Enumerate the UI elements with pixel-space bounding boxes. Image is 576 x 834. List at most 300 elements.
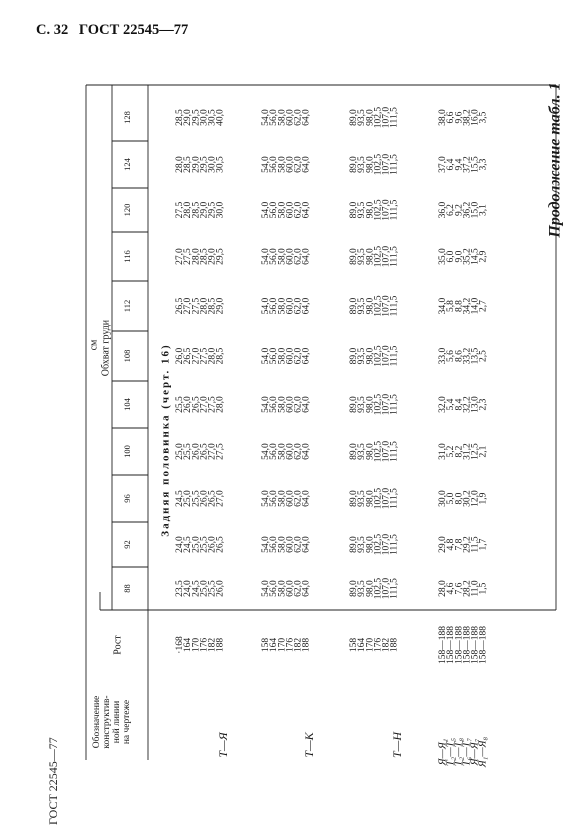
height-value: 158—188 bbox=[470, 626, 481, 664]
measurement-value: 56,0 bbox=[269, 248, 280, 265]
designation-header-line: на чертеже bbox=[122, 699, 133, 745]
measurement-value: 64,0 bbox=[301, 443, 312, 460]
measurement-value: 64,0 bbox=[301, 109, 312, 126]
measurement-value: 24,0 bbox=[175, 536, 186, 553]
measurement-value: 58,0 bbox=[277, 536, 288, 553]
measurement-value: 23,5 bbox=[175, 580, 186, 597]
measurement-value: 56,0 bbox=[269, 443, 280, 460]
measurement-value: 13,5 bbox=[470, 347, 481, 365]
measurement-value: 25,5 bbox=[207, 580, 218, 597]
measurement-value: 7,8 bbox=[454, 538, 465, 551]
measurement-value: 26,5 bbox=[175, 297, 186, 315]
measurement-value: 27,5 bbox=[183, 248, 194, 265]
group-label-line: Я₁—Я₈ bbox=[477, 736, 489, 768]
measurement-value: 102,5 bbox=[373, 393, 384, 416]
height-value: 158—188 bbox=[478, 626, 489, 664]
measurement-value: 32,2 bbox=[462, 396, 473, 413]
measurement-value: 13,0 bbox=[470, 396, 481, 413]
measurement-value: 3,3 bbox=[478, 158, 489, 171]
measurement-value: 24,0 bbox=[183, 580, 194, 597]
measurement-value: 7,6 bbox=[454, 582, 465, 595]
measurement-value: 60,0 bbox=[285, 347, 296, 365]
measurement-value: 11,5 bbox=[470, 536, 481, 553]
measurement-value: 27,0 bbox=[183, 297, 194, 315]
measurement-value: 25,0 bbox=[191, 536, 202, 553]
measurement-value: 54,0 bbox=[261, 580, 272, 597]
measurement-value: 29,0 bbox=[199, 201, 210, 219]
measurement-value: 89,0 bbox=[349, 580, 360, 597]
measurement-value: 33,0 bbox=[438, 347, 449, 365]
measurement-value: 107,0 bbox=[381, 106, 392, 129]
measurement-value: 111,5 bbox=[389, 488, 400, 509]
measurement-value: 60,0 bbox=[285, 201, 296, 219]
measurement-value: 15,5 bbox=[470, 156, 481, 173]
measurement-value: 28,5 bbox=[199, 248, 210, 265]
measurement-value: 60,0 bbox=[285, 248, 296, 265]
measurement-value: 64,0 bbox=[301, 156, 312, 173]
measurement-value: 58,0 bbox=[277, 201, 288, 219]
measurement-value: 30,0 bbox=[199, 109, 210, 126]
measurement-value: 29,0 bbox=[215, 297, 226, 315]
measurement-value: 28,5 bbox=[175, 109, 186, 126]
measurement-value: 31,2 bbox=[462, 443, 473, 460]
measurement-value: 26,5 bbox=[207, 490, 218, 507]
height-header: Рост bbox=[112, 635, 124, 655]
measurement-value: 2,9 bbox=[478, 250, 489, 263]
measurement-value: 54,0 bbox=[261, 443, 272, 460]
measurement-value: 98,0 bbox=[365, 156, 376, 173]
chest-size-header: 88 bbox=[121, 584, 132, 593]
measurement-value: 5,0 bbox=[446, 492, 457, 505]
measurement-value: 30,0 bbox=[438, 490, 449, 507]
measurement-value: 58,0 bbox=[277, 156, 288, 173]
measurement-value: 64,0 bbox=[301, 396, 312, 413]
measurement-value: 26,5 bbox=[215, 536, 226, 553]
measurement-value: 60,0 bbox=[285, 536, 296, 553]
height-value: 170 bbox=[191, 637, 202, 653]
measurement-value: 64,0 bbox=[301, 297, 312, 315]
chest-size-header: 128 bbox=[121, 111, 132, 124]
measurement-value: 25,0 bbox=[183, 490, 194, 507]
measurement-value: 27,5 bbox=[215, 443, 226, 460]
measurement-value: 58,0 bbox=[277, 580, 288, 597]
measurement-value: 35,2 bbox=[462, 248, 473, 265]
measurement-value: 27,5 bbox=[191, 297, 202, 315]
measurement-value: 24,5 bbox=[175, 490, 186, 507]
measurement-value: 16,0 bbox=[470, 109, 481, 126]
measurement-value: 26,5 bbox=[199, 443, 210, 460]
measurement-value: 107,0 bbox=[381, 295, 392, 317]
measurement-value: 27,5 bbox=[199, 347, 210, 365]
measurement-value: 89,0 bbox=[349, 297, 360, 315]
chest-size-header: 124 bbox=[121, 158, 132, 171]
measurement-value: 8,8 bbox=[454, 300, 465, 312]
measurement-value: 15,0 bbox=[470, 201, 481, 219]
measurement-value: 107,0 bbox=[381, 345, 392, 367]
measurement-value: 93,5 bbox=[357, 443, 368, 460]
measurement-value: 6,6 bbox=[446, 111, 457, 124]
measurement-value: 62,0 bbox=[293, 248, 304, 265]
height-value: 158—188 bbox=[462, 626, 473, 664]
measurement-value: 12,0 bbox=[470, 490, 481, 507]
measurement-value: 3,5 bbox=[478, 111, 489, 124]
measurement-value: 93,5 bbox=[357, 109, 368, 126]
measurement-value: 8,6 bbox=[454, 350, 465, 362]
measurement-value: 29,0 bbox=[438, 536, 449, 553]
measurement-value: 93,5 bbox=[357, 201, 368, 219]
designation-header-line: Обозначение bbox=[92, 695, 103, 749]
measurement-value: 58,0 bbox=[277, 443, 288, 460]
measurement-value: 98,0 bbox=[365, 536, 376, 553]
measurement-value: 28,5 bbox=[183, 156, 194, 173]
measurement-value: 102,5 bbox=[373, 153, 384, 176]
measurement-value: 28,0 bbox=[183, 201, 194, 219]
measurement-value: 111,5 bbox=[389, 295, 400, 317]
measurement-value: 9,0 bbox=[454, 250, 465, 263]
measurement-value: 36,2 bbox=[462, 201, 473, 219]
measurement-value: 5,4 bbox=[446, 398, 457, 411]
group-label-line: Т₆—Т₇ bbox=[461, 737, 473, 767]
measurement-value: 111,5 bbox=[389, 154, 400, 175]
height-value: 170 bbox=[277, 637, 288, 653]
measurement-value: 93,5 bbox=[357, 297, 368, 315]
measurement-value: 62,0 bbox=[293, 443, 304, 460]
measurement-value: 28,0 bbox=[199, 297, 210, 315]
measurement-value: 25,0 bbox=[199, 580, 210, 597]
measurement-value: 62,0 bbox=[293, 490, 304, 507]
measurement-value: 107,0 bbox=[381, 199, 392, 221]
measurement-value: 40,0 bbox=[215, 109, 226, 126]
measurement-value: 25,5 bbox=[183, 443, 194, 460]
measurement-value: 29,5 bbox=[199, 156, 210, 173]
measurement-value: 102,5 bbox=[373, 345, 384, 367]
measurement-value: 107,0 bbox=[381, 393, 392, 416]
measurement-value: 30,0 bbox=[207, 156, 218, 173]
measurement-value: 107,0 bbox=[381, 245, 392, 268]
measurement-value: 98,0 bbox=[365, 396, 376, 413]
height-value: ·168 bbox=[175, 636, 186, 654]
measurement-value: 2,5 bbox=[478, 350, 489, 362]
measurement-value: 25,0 bbox=[175, 443, 186, 460]
measurement-value: 31,0 bbox=[438, 443, 449, 460]
measurement-value: 102,5 bbox=[373, 440, 384, 463]
measurement-value: 64,0 bbox=[301, 201, 312, 219]
measurement-value: 56,0 bbox=[269, 536, 280, 553]
height-value: 158—188 bbox=[454, 626, 465, 664]
measurement-value: 64,0 bbox=[301, 580, 312, 597]
measurement-value: 62,0 bbox=[293, 297, 304, 315]
measurement-value: 26,0 bbox=[207, 536, 218, 553]
group-label-line: Т₂—Т₅ bbox=[445, 737, 457, 767]
measurement-value: 93,5 bbox=[357, 580, 368, 597]
measurement-value: 64,0 bbox=[301, 347, 312, 365]
measurement-value: 102,5 bbox=[373, 199, 384, 221]
designation-header-line: конструктив- bbox=[102, 695, 113, 749]
measurement-value: 54,0 bbox=[261, 396, 272, 413]
measurement-value: 62,0 bbox=[293, 201, 304, 219]
section-title: Задняя половинка (черт. 16) bbox=[159, 343, 172, 537]
measurement-value: 25,5 bbox=[191, 490, 202, 507]
measurement-value: 26,0 bbox=[199, 490, 210, 507]
measurement-value: 56,0 bbox=[269, 201, 280, 219]
measurement-value: 98,0 bbox=[365, 580, 376, 597]
height-value: 170 bbox=[365, 637, 376, 653]
measurement-value: 56,0 bbox=[269, 580, 280, 597]
measurement-value: 93,5 bbox=[357, 536, 368, 553]
measurement-value: 35,0 bbox=[438, 248, 449, 265]
measurement-value: 27,0 bbox=[207, 443, 218, 460]
group-label-line: Я—Я₁ bbox=[437, 738, 449, 766]
measurement-value: 58,0 bbox=[277, 248, 288, 265]
measurement-value: 102,5 bbox=[373, 245, 384, 268]
measurement-value: 4,8 bbox=[446, 538, 457, 551]
height-value: 182 bbox=[381, 637, 392, 653]
height-value: 158—188 bbox=[438, 626, 449, 664]
measurement-value: 89,0 bbox=[349, 156, 360, 173]
height-value: 158 bbox=[261, 637, 272, 653]
height-value: 176 bbox=[373, 637, 384, 653]
measurement-value: 111,5 bbox=[389, 578, 400, 599]
measurement-value: 36,0 bbox=[438, 201, 449, 219]
measurement-value: 30,5 bbox=[215, 156, 226, 173]
height-value: 182 bbox=[207, 637, 218, 653]
standard-number: ГОСТ 22545—77 bbox=[45, 737, 60, 825]
measurement-value: 58,0 bbox=[277, 347, 288, 365]
measurement-value: 60,0 bbox=[285, 297, 296, 315]
height-value: 158 bbox=[349, 637, 360, 653]
chest-size-header: 116 bbox=[121, 250, 132, 263]
measurement-value: 102,5 bbox=[373, 106, 384, 129]
measurement-value: 89,0 bbox=[349, 347, 360, 365]
page-number: С. 32 bbox=[36, 22, 69, 38]
measurement-value: 28,0 bbox=[207, 347, 218, 365]
measurement-value: 27,5 bbox=[207, 396, 218, 413]
measurement-value: 98,0 bbox=[365, 201, 376, 219]
measurement-value: 102,5 bbox=[373, 487, 384, 510]
measurement-value: 26,0 bbox=[191, 443, 202, 460]
measurement-value: 62,0 bbox=[293, 109, 304, 126]
measurement-value: 5,8 bbox=[446, 300, 457, 312]
measurement-value: 27,0 bbox=[175, 248, 186, 265]
measurement-value: 89,0 bbox=[349, 536, 360, 553]
measurement-value: 56,0 bbox=[269, 297, 280, 315]
measurement-value: 93,5 bbox=[357, 156, 368, 173]
measurement-value: 60,0 bbox=[285, 490, 296, 507]
measurement-value: 111,5 bbox=[389, 441, 400, 462]
measurement-value: 54,0 bbox=[261, 490, 272, 507]
measurement-value: 98,0 bbox=[365, 347, 376, 365]
measurement-value: 38,2 bbox=[462, 109, 473, 126]
measurement-value: 54,0 bbox=[261, 347, 272, 365]
measurement-value: 111,5 bbox=[389, 345, 400, 367]
measurement-value: 56,0 bbox=[269, 109, 280, 126]
measurement-value: 14,0 bbox=[470, 297, 481, 315]
height-value: 182 bbox=[293, 637, 304, 653]
measurement-value: 111,5 bbox=[389, 394, 400, 415]
measurement-value: 37,2 bbox=[462, 156, 473, 173]
measurement-value: 93,5 bbox=[357, 347, 368, 365]
measurement-value: 30,0 bbox=[215, 201, 226, 219]
measurement-value: 38,0 bbox=[438, 109, 449, 126]
measurement-value: 102,5 bbox=[373, 533, 384, 556]
measurement-value: 33,2 bbox=[462, 347, 473, 365]
measurement-value: 54,0 bbox=[261, 156, 272, 173]
measurement-value: 9,4 bbox=[454, 158, 465, 171]
measurement-value: 14,5 bbox=[470, 248, 481, 265]
chest-size-header: 108 bbox=[121, 349, 132, 363]
measurement-value: 62,0 bbox=[293, 536, 304, 553]
measurement-value: 58,0 bbox=[277, 396, 288, 413]
measurement-value: 29,5 bbox=[215, 248, 226, 265]
measurement-value: 2,1 bbox=[478, 445, 489, 458]
height-value: 188 bbox=[215, 637, 226, 653]
measurement-value: 93,5 bbox=[357, 396, 368, 413]
measurement-value: 62,0 bbox=[293, 580, 304, 597]
measurement-value: 6,4 bbox=[446, 158, 457, 171]
measurement-value: 56,0 bbox=[269, 347, 280, 365]
height-value: 164 bbox=[357, 637, 368, 653]
measurement-value: 64,0 bbox=[301, 490, 312, 507]
measurement-value: 1,5 bbox=[478, 582, 489, 595]
chest-size-header: 120 bbox=[121, 203, 132, 217]
measurement-value: 111,5 bbox=[389, 107, 400, 128]
measurement-value: 89,0 bbox=[349, 201, 360, 219]
measurement-value: 107,0 bbox=[381, 533, 392, 556]
measurement-value: 58,0 bbox=[277, 490, 288, 507]
measurement-value: 8,4 bbox=[454, 398, 465, 411]
height-value: 158—188 bbox=[446, 626, 457, 664]
group-label-line: Т₂—Т₈ bbox=[453, 737, 465, 767]
measurement-value: 107,0 bbox=[381, 440, 392, 463]
measurement-value: 27,0 bbox=[199, 396, 210, 413]
measurement-value: 28,0 bbox=[191, 248, 202, 265]
measurement-value: 24,5 bbox=[183, 536, 194, 553]
measurement-value: 25,5 bbox=[175, 396, 186, 413]
measurement-value: 111,5 bbox=[389, 199, 400, 221]
group-label-line: Я—Я₇ bbox=[469, 738, 481, 766]
measurement-value: 28,0 bbox=[215, 396, 226, 413]
measurement-value: 102,5 bbox=[373, 577, 384, 600]
measurement-value: 27,5 bbox=[175, 201, 186, 219]
measurement-value: 26,5 bbox=[191, 396, 202, 413]
measurement-value: 9,6 bbox=[454, 111, 465, 124]
designation-header-line: ной линии bbox=[112, 700, 123, 744]
measurement-value: 62,0 bbox=[293, 156, 304, 173]
measurement-value: 26,5 bbox=[183, 347, 194, 365]
measurement-value: 111,5 bbox=[389, 534, 400, 555]
measurement-value: 54,0 bbox=[261, 536, 272, 553]
measurement-value: 56,0 bbox=[269, 156, 280, 173]
group-label: Т—К bbox=[301, 732, 316, 758]
measurement-value: 30,5 bbox=[207, 109, 218, 126]
chest-size-header: 104 bbox=[121, 398, 132, 411]
measurement-value: 62,0 bbox=[293, 347, 304, 365]
chest-size-header: 92 bbox=[121, 540, 132, 549]
measurement-value: 1,9 bbox=[478, 492, 489, 505]
measurement-value: 64,0 bbox=[301, 536, 312, 553]
measurement-value: 58,0 bbox=[277, 109, 288, 126]
measurement-value: 29,0 bbox=[183, 109, 194, 126]
measurement-value: 26,0 bbox=[183, 396, 194, 413]
measurement-value: 6,2 bbox=[446, 204, 457, 216]
measurement-value: 58,0 bbox=[277, 297, 288, 315]
measurement-value: 5,6 bbox=[446, 350, 457, 362]
height-value: 164 bbox=[269, 637, 280, 653]
measurement-value: 29,2 bbox=[462, 536, 473, 553]
measurement-value: 98,0 bbox=[365, 490, 376, 507]
measurement-value: 60,0 bbox=[285, 443, 296, 460]
measurement-value: 24,5 bbox=[191, 580, 202, 597]
unit-label: см bbox=[88, 339, 100, 351]
measurement-value: 56,0 bbox=[269, 396, 280, 413]
measurement-value: 89,0 bbox=[349, 443, 360, 460]
measurement-value: 29,5 bbox=[207, 201, 218, 219]
measurement-value: 2,7 bbox=[478, 300, 489, 312]
measurement-value: 11,0 bbox=[470, 580, 481, 597]
measurement-value: 98,0 bbox=[365, 248, 376, 265]
measurement-value: 89,0 bbox=[349, 490, 360, 507]
height-value: 164 bbox=[183, 637, 194, 653]
measurement-value: 30,2 bbox=[462, 490, 473, 507]
measurement-value: 34,0 bbox=[438, 297, 449, 315]
measurement-value: 28,0 bbox=[175, 156, 186, 173]
height-value: 176 bbox=[199, 637, 210, 653]
measurement-value: 60,0 bbox=[285, 580, 296, 597]
chest-size-header: 96 bbox=[121, 494, 132, 503]
measurement-value: 54,0 bbox=[261, 201, 272, 219]
chest-size-header: 112 bbox=[121, 299, 132, 313]
measurement-value: 89,0 bbox=[349, 396, 360, 413]
measurement-value: 28,5 bbox=[191, 201, 202, 219]
measurement-value: 2,3 bbox=[478, 398, 489, 411]
chest-size-header: 100 bbox=[121, 445, 132, 458]
measurement-value: 98,0 bbox=[365, 443, 376, 460]
measurement-value: 29,0 bbox=[207, 248, 218, 265]
group-label: Т—Я bbox=[215, 732, 230, 758]
measurement-value: 93,5 bbox=[357, 490, 368, 507]
measurement-value: 60,0 bbox=[285, 156, 296, 173]
measurement-value: 89,0 bbox=[349, 109, 360, 126]
measurement-value: 54,0 bbox=[261, 248, 272, 265]
measurement-value: 93,5 bbox=[357, 248, 368, 265]
measurement-value: 27,0 bbox=[215, 490, 226, 507]
measurement-value: 60,0 bbox=[285, 109, 296, 126]
measurement-value: 28,2 bbox=[462, 580, 473, 597]
measurement-value: 56,0 bbox=[269, 490, 280, 507]
measurement-value: 102,5 bbox=[373, 295, 384, 317]
measurement-value: 107,0 bbox=[381, 487, 392, 510]
table-caption: Продолжение табл. 1 bbox=[546, 82, 564, 238]
measurement-value: 89,0 bbox=[349, 248, 360, 265]
measurement-value: 32,0 bbox=[438, 396, 449, 413]
measurement-value: 29,5 bbox=[191, 109, 202, 126]
measurement-value: 26,0 bbox=[215, 580, 226, 597]
measurement-value: 1,7 bbox=[478, 538, 489, 551]
measurement-value: 98,0 bbox=[365, 109, 376, 126]
chest-girth-header: Обхват груди bbox=[100, 319, 112, 377]
height-value: 176 bbox=[285, 637, 296, 653]
measurement-value: 9,2 bbox=[454, 204, 465, 216]
measurement-value: 28,5 bbox=[207, 297, 218, 315]
measurement-value: 8,0 bbox=[454, 492, 465, 505]
measurement-value: 29,0 bbox=[191, 156, 202, 173]
measurement-value: 28,5 bbox=[215, 347, 226, 365]
measurement-value: 6,0 bbox=[446, 250, 457, 263]
measurement-value: 107,0 bbox=[381, 153, 392, 176]
measurement-value: 12,5 bbox=[470, 443, 481, 460]
measurement-value: 54,0 bbox=[261, 297, 272, 315]
measurement-value: 5,2 bbox=[446, 445, 457, 458]
